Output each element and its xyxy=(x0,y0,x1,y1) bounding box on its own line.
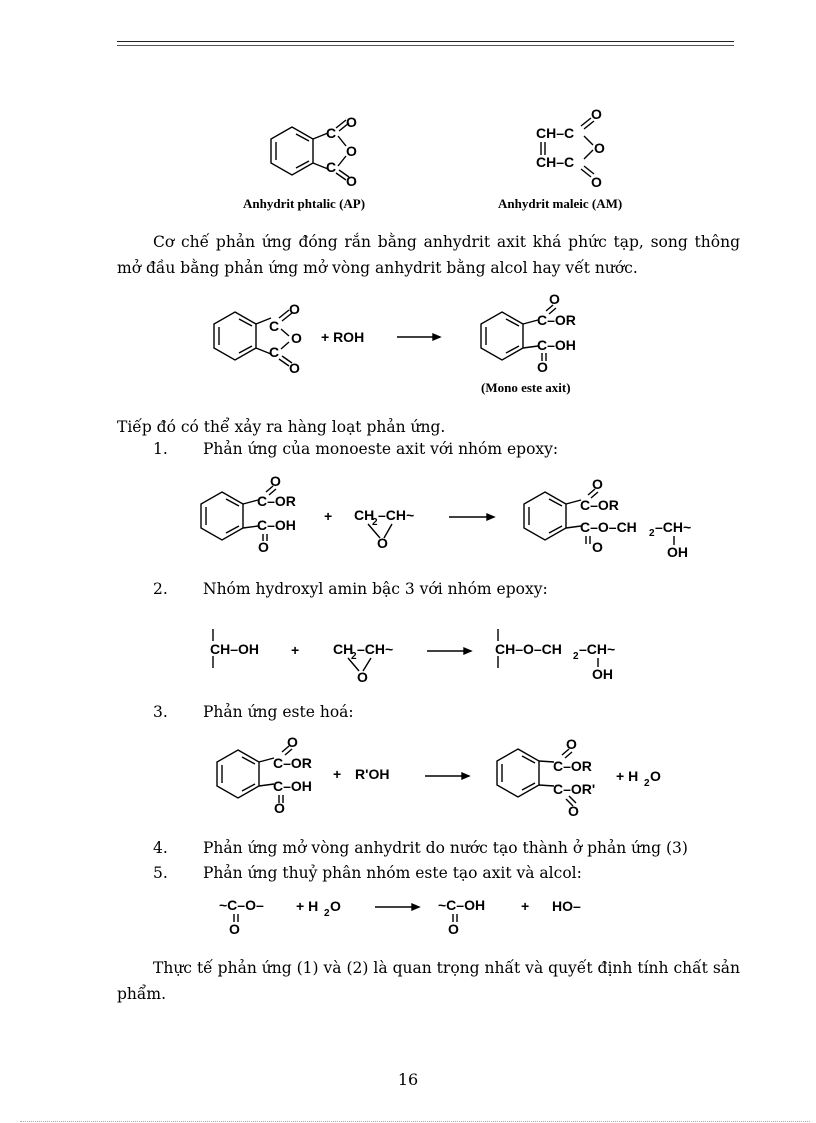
svg-text:O: O xyxy=(346,114,357,130)
svg-text:O: O xyxy=(568,803,579,819)
svg-text:–CH~: –CH~ xyxy=(655,519,692,535)
svg-text:C–OH: C–OH xyxy=(537,337,576,353)
svg-text:+ H: + H xyxy=(296,898,319,914)
reaction-2 xyxy=(210,629,615,685)
svg-text:C–OR: C–OR xyxy=(537,312,576,328)
svg-text:C: C xyxy=(326,159,337,175)
svg-text:O: O xyxy=(357,669,368,685)
caption-am: Anhydrit maleic (AM) xyxy=(498,196,623,211)
svg-text:O: O xyxy=(330,898,341,914)
reaction-3 xyxy=(217,734,661,819)
caption-ap: Anhydrit phtalic (AP) xyxy=(243,196,366,211)
anhydrit-maleic-structure xyxy=(536,106,605,190)
svg-text:C–O–CH: C–O–CH xyxy=(580,519,637,535)
svg-text:O: O xyxy=(591,106,602,122)
svg-text:2: 2 xyxy=(573,651,579,662)
svg-text:O: O xyxy=(377,535,388,551)
reaction-5 xyxy=(219,897,581,937)
svg-text:CH: CH xyxy=(333,641,354,657)
svg-text:2: 2 xyxy=(372,517,378,528)
list-item-5: Phản ứng thuỷ phân nhóm este tạo axit và alcol: xyxy=(203,864,582,882)
list-number-1: 1. xyxy=(153,440,168,458)
list-item-4: Phản ứng mở vòng anhydrit do nước tạo thành ở phản ứng (3) xyxy=(203,839,688,857)
svg-text:O: O xyxy=(566,736,577,752)
svg-text:CH–OH: CH–OH xyxy=(210,641,260,657)
svg-text:C–OH: C–OH xyxy=(257,517,296,533)
svg-text:+ ROH: + ROH xyxy=(321,329,365,345)
svg-text:C: C xyxy=(269,318,280,334)
svg-text:+: + xyxy=(521,898,530,914)
svg-text:OH: OH xyxy=(667,544,688,560)
paragraph-conclusion: Thực tế phản ứng (1) và (2) là quan trọng nhất và quyết định tính chất sản phẩm. xyxy=(117,959,740,1003)
svg-text:O: O xyxy=(592,476,603,492)
svg-text:~C–O–: ~C–O– xyxy=(219,897,264,913)
paragraph-next: Tiếp đó có thể xảy ra hàng loạt phản ứng. xyxy=(117,418,446,436)
paragraph-intro: Cơ chế phản ứng đóng rắn bằng anhydrit axit khá phức tạp, song thông mở đầu bằng phản ứng mở vòng anhydrit bằng alcol hay vết nước. xyxy=(117,233,740,277)
svg-text:–CH~: –CH~ xyxy=(579,641,616,657)
svg-text:O: O xyxy=(229,921,240,937)
svg-text:–CH~: –CH~ xyxy=(357,641,394,657)
svg-text:HO–: HO– xyxy=(552,898,581,914)
svg-text:O: O xyxy=(448,921,459,937)
svg-text:C–OR: C–OR xyxy=(580,497,619,513)
svg-text:C: C xyxy=(269,344,280,360)
svg-text:+: + xyxy=(333,766,342,782)
list-item-2: Nhóm hydroxyl amin bậc 3 với nhóm epoxy: xyxy=(203,580,548,598)
svg-text:OH: OH xyxy=(592,666,613,682)
svg-text:O: O xyxy=(270,473,281,489)
svg-text:C: C xyxy=(326,125,337,141)
svg-text:CH–O–CH: CH–O–CH xyxy=(495,641,562,657)
svg-text:O: O xyxy=(291,330,302,346)
svg-text:–CH~: –CH~ xyxy=(378,507,415,523)
svg-text:C–OR: C–OR xyxy=(257,493,296,509)
svg-text:O: O xyxy=(591,174,602,190)
svg-text:+ H: + H xyxy=(616,768,639,784)
svg-text:~C–OH: ~C–OH xyxy=(438,897,486,913)
footer-rule xyxy=(20,1121,810,1122)
svg-text:CH–C: CH–C xyxy=(536,125,575,141)
list-number-5: 5. xyxy=(153,864,168,882)
svg-text:C–OR': C–OR' xyxy=(553,781,596,797)
list-number-2: 2. xyxy=(153,580,168,598)
list-number-3: 3. xyxy=(153,703,168,721)
svg-text:2: 2 xyxy=(644,778,650,789)
svg-text:O: O xyxy=(650,768,661,784)
svg-text:O: O xyxy=(346,143,357,159)
svg-text:O: O xyxy=(258,539,269,555)
svg-text:C–OR: C–OR xyxy=(553,758,592,774)
svg-text:O: O xyxy=(592,539,603,555)
svg-text:C–OR: C–OR xyxy=(273,755,312,771)
reaction-1 xyxy=(201,473,691,560)
svg-text:+: + xyxy=(324,508,333,524)
svg-text:2: 2 xyxy=(324,908,330,919)
svg-text:C–OH: C–OH xyxy=(273,778,312,794)
svg-text:O: O xyxy=(289,301,300,317)
svg-text:CH: CH xyxy=(354,507,375,523)
svg-text:O: O xyxy=(537,359,548,375)
svg-text:O: O xyxy=(289,360,300,376)
svg-text:O: O xyxy=(274,800,285,816)
svg-text:O: O xyxy=(594,140,605,156)
reaction-ring-opening xyxy=(214,291,576,376)
svg-text:R'OH: R'OH xyxy=(355,766,390,782)
list-number-4: 4. xyxy=(153,839,168,857)
caption-mono: (Mono este axit) xyxy=(481,380,571,395)
page-number: 16 xyxy=(397,1070,419,1089)
list-item-3: Phản ứng este hoá: xyxy=(203,703,354,721)
svg-text:CH–C: CH–C xyxy=(536,154,575,170)
svg-text:O: O xyxy=(549,291,560,307)
svg-text:2: 2 xyxy=(351,651,357,662)
anhydrit-phtalic-structure xyxy=(271,114,357,189)
svg-text:2: 2 xyxy=(649,528,655,539)
svg-text:O: O xyxy=(346,173,357,189)
list-item-1: Phản ứng của monoeste axit với nhóm epoxy: xyxy=(203,440,559,458)
svg-text:O: O xyxy=(287,734,298,750)
svg-text:+: + xyxy=(291,642,300,658)
